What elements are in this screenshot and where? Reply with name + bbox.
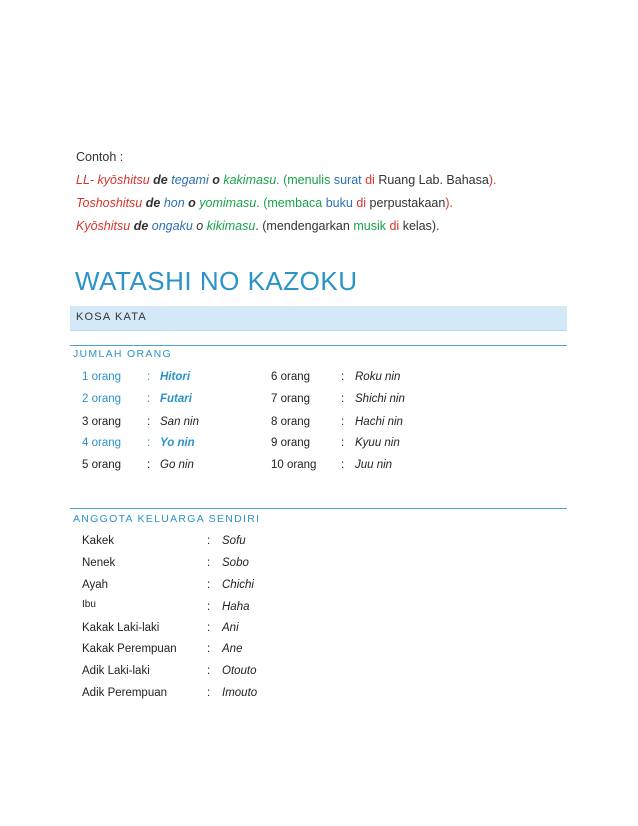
example-line-3 <box>76 215 496 238</box>
example-2-translation-place: perpustakaan <box>369 196 446 210</box>
separator: : <box>207 557 211 569</box>
table-row <box>0 579 638 601</box>
family-member-japanese: Haha <box>222 601 250 613</box>
kosa-kata-bar <box>70 306 567 331</box>
example-2-particle-o: o <box>188 196 196 210</box>
example-2-close: ). <box>445 196 453 210</box>
examples-heading: Contoh : <box>76 150 124 164</box>
family-member-japanese: Ane <box>222 643 243 655</box>
table-row <box>0 599 638 621</box>
count-label: 6 orang <box>271 371 311 383</box>
example-1-verb: kakimasu <box>223 173 277 187</box>
page-title: WATASHI NO KAZOKU <box>75 266 358 296</box>
separator: : <box>207 601 211 613</box>
table-row <box>0 371 638 393</box>
anggota-keluarga-label: ANGGOTA KELUARGA SENDIRI <box>73 513 261 525</box>
example-2-verb: yomimasu <box>199 196 257 210</box>
count-label: 1 orang <box>82 371 122 383</box>
family-member-japanese: Otouto <box>222 665 257 677</box>
count-label: 9 orang <box>271 437 311 449</box>
table-row <box>0 622 638 644</box>
example-2-object: hon <box>163 196 185 210</box>
family-member-label: Kakek <box>82 535 114 547</box>
example-2-particle-de: de <box>145 196 161 210</box>
separator: : <box>207 687 211 699</box>
separator: : <box>207 579 211 591</box>
family-member-japanese: Chichi <box>222 579 254 591</box>
count-label: 3 orang <box>82 416 122 428</box>
count-label: 4 orang <box>82 437 122 449</box>
count-japanese: Juu nin <box>355 459 393 471</box>
example-1-particle-o: o <box>212 173 220 187</box>
separator: : <box>147 437 151 449</box>
count-japanese: San nin <box>160 416 200 428</box>
family-member-label: Kakak Laki-laki <box>82 622 160 634</box>
count-japanese: Yo nin <box>160 437 195 449</box>
example-3-place: Kyōshitsu <box>76 219 131 233</box>
example-3-object: ongaku <box>151 219 193 233</box>
family-member-label: Ibu <box>82 599 96 610</box>
count-label: 10 orang <box>271 459 317 471</box>
count-japanese: Futari <box>160 393 192 405</box>
example-1-translation-verb: . (menulis <box>276 173 331 187</box>
example-2-translation-object: buku <box>325 196 353 210</box>
example-1-translation-place: Ruang Lab. Bahasa <box>378 173 489 187</box>
count-japanese: Go nin <box>160 459 194 471</box>
count-label: 7 orang <box>271 393 311 405</box>
separator: : <box>207 643 211 655</box>
example-3-translation-di: di <box>389 219 400 233</box>
family-member-label: Adik Laki-laki <box>82 665 150 677</box>
family-member-japanese: Imouto <box>222 687 258 699</box>
count-japanese: Kyuu nin <box>355 437 400 449</box>
family-member-label: Nenek <box>82 557 116 569</box>
jumlah-divider <box>70 345 567 346</box>
count-label: 5 orang <box>82 459 122 471</box>
count-japanese: Shichi nin <box>355 393 405 405</box>
table-row <box>0 535 638 557</box>
table-row <box>0 643 638 665</box>
example-3-translation-verb: . (mendengarkan <box>255 219 350 233</box>
count-label: 8 orang <box>271 416 311 428</box>
separator: : <box>147 371 151 383</box>
table-row <box>0 665 638 687</box>
example-3-translation-place: kelas <box>402 219 432 233</box>
example-3-particle-o: o <box>196 219 204 233</box>
separator: : <box>147 393 151 405</box>
example-1-close: ). <box>488 173 497 187</box>
separator: : <box>207 535 211 547</box>
example-3-translation-object: musik <box>353 219 386 233</box>
anggota-divider <box>70 508 567 509</box>
example-1-particle-de: de <box>153 173 168 187</box>
count-japanese: Roku nin <box>355 371 401 383</box>
examples-block <box>76 146 496 238</box>
table-row <box>0 416 638 438</box>
count-japanese: Hitori <box>160 371 191 383</box>
example-1-translation-object: surat <box>333 173 362 187</box>
table-row <box>0 557 638 579</box>
example-1-place: LL- kyōshitsu <box>76 173 150 187</box>
family-member-label: Ayah <box>82 579 109 591</box>
example-3-verb: kikimasu <box>206 219 256 233</box>
table-row <box>0 459 638 481</box>
family-member-label: Kakak Perempuan <box>82 643 177 655</box>
example-line-2 <box>76 192 496 215</box>
kosa-kata-label: KOSA KATA <box>76 311 147 323</box>
family-member-label: Adik Perempuan <box>82 687 168 699</box>
separator: : <box>341 393 345 405</box>
example-3-close: ). <box>431 219 440 233</box>
separator: : <box>147 416 151 428</box>
family-member-japanese: Sofu <box>222 535 246 547</box>
separator: : <box>207 622 211 634</box>
example-2-translation-verb: . (membaca <box>256 196 323 210</box>
separator: : <box>341 416 345 428</box>
table-row <box>0 393 638 415</box>
example-1-object: tegami <box>171 173 209 187</box>
table-row <box>0 437 638 459</box>
separator: : <box>341 437 345 449</box>
table-row <box>0 687 638 709</box>
separator: : <box>207 665 211 677</box>
jumlah-orang-label: JUMLAH ORANG <box>73 348 173 360</box>
separator: : <box>341 459 345 471</box>
count-japanese: Hachi nin <box>355 416 403 428</box>
family-member-japanese: Ani <box>222 622 239 634</box>
example-2-place: Toshoshitsu <box>76 196 143 210</box>
example-3-particle-de: de <box>133 219 149 233</box>
separator: : <box>147 459 151 471</box>
family-member-japanese: Sobo <box>222 557 249 569</box>
separator: : <box>341 371 345 383</box>
example-line-1 <box>76 169 496 192</box>
example-1-translation-di: di <box>365 173 375 187</box>
count-label: 2 orang <box>82 393 122 405</box>
example-2-translation-di: di <box>356 196 367 210</box>
